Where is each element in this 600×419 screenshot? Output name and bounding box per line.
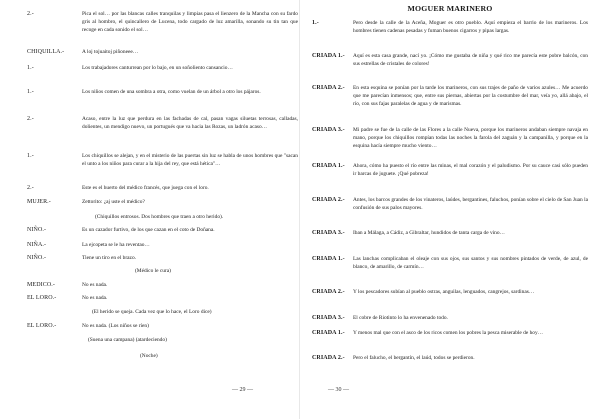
dialogue-text: Los chiquillos se alejan, y en el misterio de las puertas sin luz se habla de unos hombres que "sacan el unto a los niños para curar a la hija del rey, que está hética"… (82, 153, 298, 167)
speaker-label: CRIADA 3.- (312, 127, 345, 133)
dialogue-text: La ejcopeta se le ha reventao… (82, 242, 150, 248)
dialogue-text: No es nada. (82, 295, 108, 301)
dialogue-row (312, 126, 590, 150)
dialogue-row (312, 162, 590, 178)
dialogue-text: Pero desde la calle de la Aceña, Moguer es otro pueblo. Aquí empieza el barrio de los marineros. Los hombres tienen cadenas pesadas y fuman buenos cigarros y pipas largas. (353, 20, 588, 34)
speaker-label: NIÑO.- (27, 227, 47, 233)
dialogue-text: Las lanchas complicaban el oleaje con sus ojos, sus santos y sus nombres pintados de verde, de azul, de blanco, de amarillo, de carmín… (353, 256, 588, 270)
dialogue-row (312, 255, 590, 271)
dialogue-text: Zettorito: ¿aj uste el médico? (82, 199, 145, 205)
speaker-label: 1.- (27, 153, 34, 159)
speaker-label: CHIQUILLA.- (27, 49, 65, 55)
speaker-label: CRIADA 2.- (312, 85, 345, 91)
dialogue-row (312, 288, 590, 296)
dialogue-row (27, 254, 300, 262)
dialogue-row (312, 229, 590, 237)
dialogue-row (27, 88, 300, 96)
dialogue-text: A loj tojuaitoj piñoneee… (82, 49, 139, 55)
speaker-label: CRIADA 2.- (312, 289, 345, 295)
speaker-label: CRIADA 3.- (312, 315, 345, 321)
dialogue-text: En esta esquina se ponían por la tarde los marineros, con sus trajes de paño de varios azules… Me acuerdo que me parecían inmensos; que, entre sus piernas, abiertas por la costumbre del mar, veía yo, allá abajo, el río, con sus fajas paralelas de agua y de marismas. (353, 85, 588, 107)
speaker-label: CRIADA 1.- (312, 330, 345, 336)
dialogue-text: Pica el sol… por las blancas calles tranquilas y limpias pasa el lienzero de la Mancha con su fardo gris al hombro, el quincallero de Lucena, todo cargado de luz amarilla, sonando su tin tan que recoge en cada sonido el sol… (82, 11, 298, 33)
speaker-label: CRIADA 1.- (312, 53, 345, 59)
dialogue-row (27, 115, 300, 131)
page-number: — 30 — (328, 387, 349, 393)
dialogue-text: Pero el falucho, el bergantín, el laúd, todos se perdieron. (353, 355, 475, 361)
dialogue-row (312, 19, 590, 35)
stage-direction: (Chiquillos entrosos. Dos hombres que traen a otro herido). (95, 214, 224, 220)
dialogue-row (27, 198, 300, 206)
dialogue-text: Y menos mal que con el asco de los ricos comen los pobres la pesca miserable de hoy… (353, 330, 544, 336)
speaker-label: NIÑA.- (27, 242, 47, 248)
speaker-label: CRIADA 2.- (312, 355, 345, 361)
dialogue-text: Los niños comen de una sombra a otra, como vuelan de un árbol a otro los pájaros. (82, 89, 261, 95)
dialogue-row (312, 314, 590, 322)
dialogue-text: Antes, los barcos grandes de los vinateros, laúdes, bergantines, faluchos, ponían sobre el cielo de San Juan la confusión de sus palos mayores. (353, 197, 588, 211)
dialogue-text: Ahora, cómo ha puesto el río entre las minas, el mal corazón y el paludismo. Por su cauce casi sólo pueden ir barcas de juguete. ¡Qué pobreza! (353, 163, 588, 177)
speaker-label: CRIADA 3.- (312, 230, 345, 236)
stage-direction: (Suena una campana) (atardeciendo) (88, 337, 167, 343)
speaker-label: MEDICO.- (27, 282, 55, 288)
speaker-label: 1.- (27, 65, 34, 71)
dialogue-row (27, 48, 300, 56)
stage-direction: (Noche) (140, 353, 158, 359)
dialogue-text: Iban a Málaga, a Cádiz, a Gibraltar, hundidos de tanta carga de vino… (353, 230, 505, 236)
dialogue-text: El cobre de Riotinto lo ha envenenado todo. (353, 315, 448, 321)
dialogue-text: Aquí es esta casa grande, nací yo. ¡Cómo me gustaba de niña y qué rico me parecía este pobre balcón, con sus estrellas de cristales de colores! (353, 53, 588, 67)
dialogue-text: Tiene un tiro en el brazo. (82, 255, 136, 261)
dialogue-row (312, 329, 590, 337)
dialogue-row (27, 322, 300, 330)
dialogue-row (312, 196, 590, 212)
dialogue-row (27, 64, 300, 72)
speaker-label: CRIADA 2.- (312, 197, 345, 203)
speaker-label: NIÑO.- (27, 255, 47, 261)
dialogue-text: Acaso, entre la luz que perdura en las fachadas de cal, pasan vagas siluetas terrosas, calladas, dolientes, un mendigo nuevo, un portugués que va hacia las Rozas, un ladrón acaso… (82, 116, 298, 130)
speaker-label: 2.- (27, 11, 34, 17)
dialogue-text: Es un cazador furtivo, de los que cazan en el coto de Doñana. (82, 227, 215, 233)
dialogue-text: Mi padre se fue de la calle de las Flores a la calle Nueva, porque los marineros andaban siempre navaja en mano, porque los chiquillos rompían todas las noches la farola del zaguán y la campanilla, y porque en la esquina hacía siempre mucho viento… (353, 127, 588, 149)
speaker-label: MUJER.- (27, 199, 51, 205)
speaker-label: CRIADA 1.- (312, 163, 345, 169)
page-title: MOGUER MARINERO (407, 4, 493, 13)
dialogue-row (312, 84, 590, 108)
speaker-label: 1.- (312, 20, 319, 26)
dialogue-row (27, 152, 300, 168)
speaker-label: EL LORO.- (27, 323, 57, 329)
speaker-label: 1.- (27, 89, 34, 95)
speaker-label: 2.- (27, 116, 34, 122)
dialogue-row (27, 281, 300, 289)
dialogue-text: Los trabajadores canturrean por lo bajo, en un soñoliento cansancio… (82, 65, 233, 71)
dialogue-text: No es nada. (Los niños se ríen) (82, 323, 149, 329)
stage-direction: (El herido se queja. Cada vez que lo hace, el Loro dice) (92, 309, 212, 315)
speaker-label: EL LORO.- (27, 295, 57, 301)
dialogue-row (312, 354, 590, 362)
dialogue-text: Este es el huerto del médico francés, que juega con el loro. (82, 185, 209, 191)
dialogue-row (27, 294, 300, 302)
stage-direction: (Médico le cura) (135, 268, 171, 274)
dialogue-row (27, 241, 300, 249)
dialogue-row (27, 226, 300, 234)
dialogue-row (312, 52, 590, 68)
dialogue-row (27, 10, 300, 34)
speaker-label: 2.- (27, 185, 34, 191)
dialogue-text: No es nada. (82, 282, 108, 288)
page-number: — 29 — (232, 387, 253, 393)
dialogue-row (27, 184, 300, 192)
dialogue-text: Y los pescadores subían al pueblo ostras, anguilas, lenguados, cangrejos, sardinas… (353, 289, 535, 295)
speaker-label: CRIADA 1.- (312, 256, 345, 262)
